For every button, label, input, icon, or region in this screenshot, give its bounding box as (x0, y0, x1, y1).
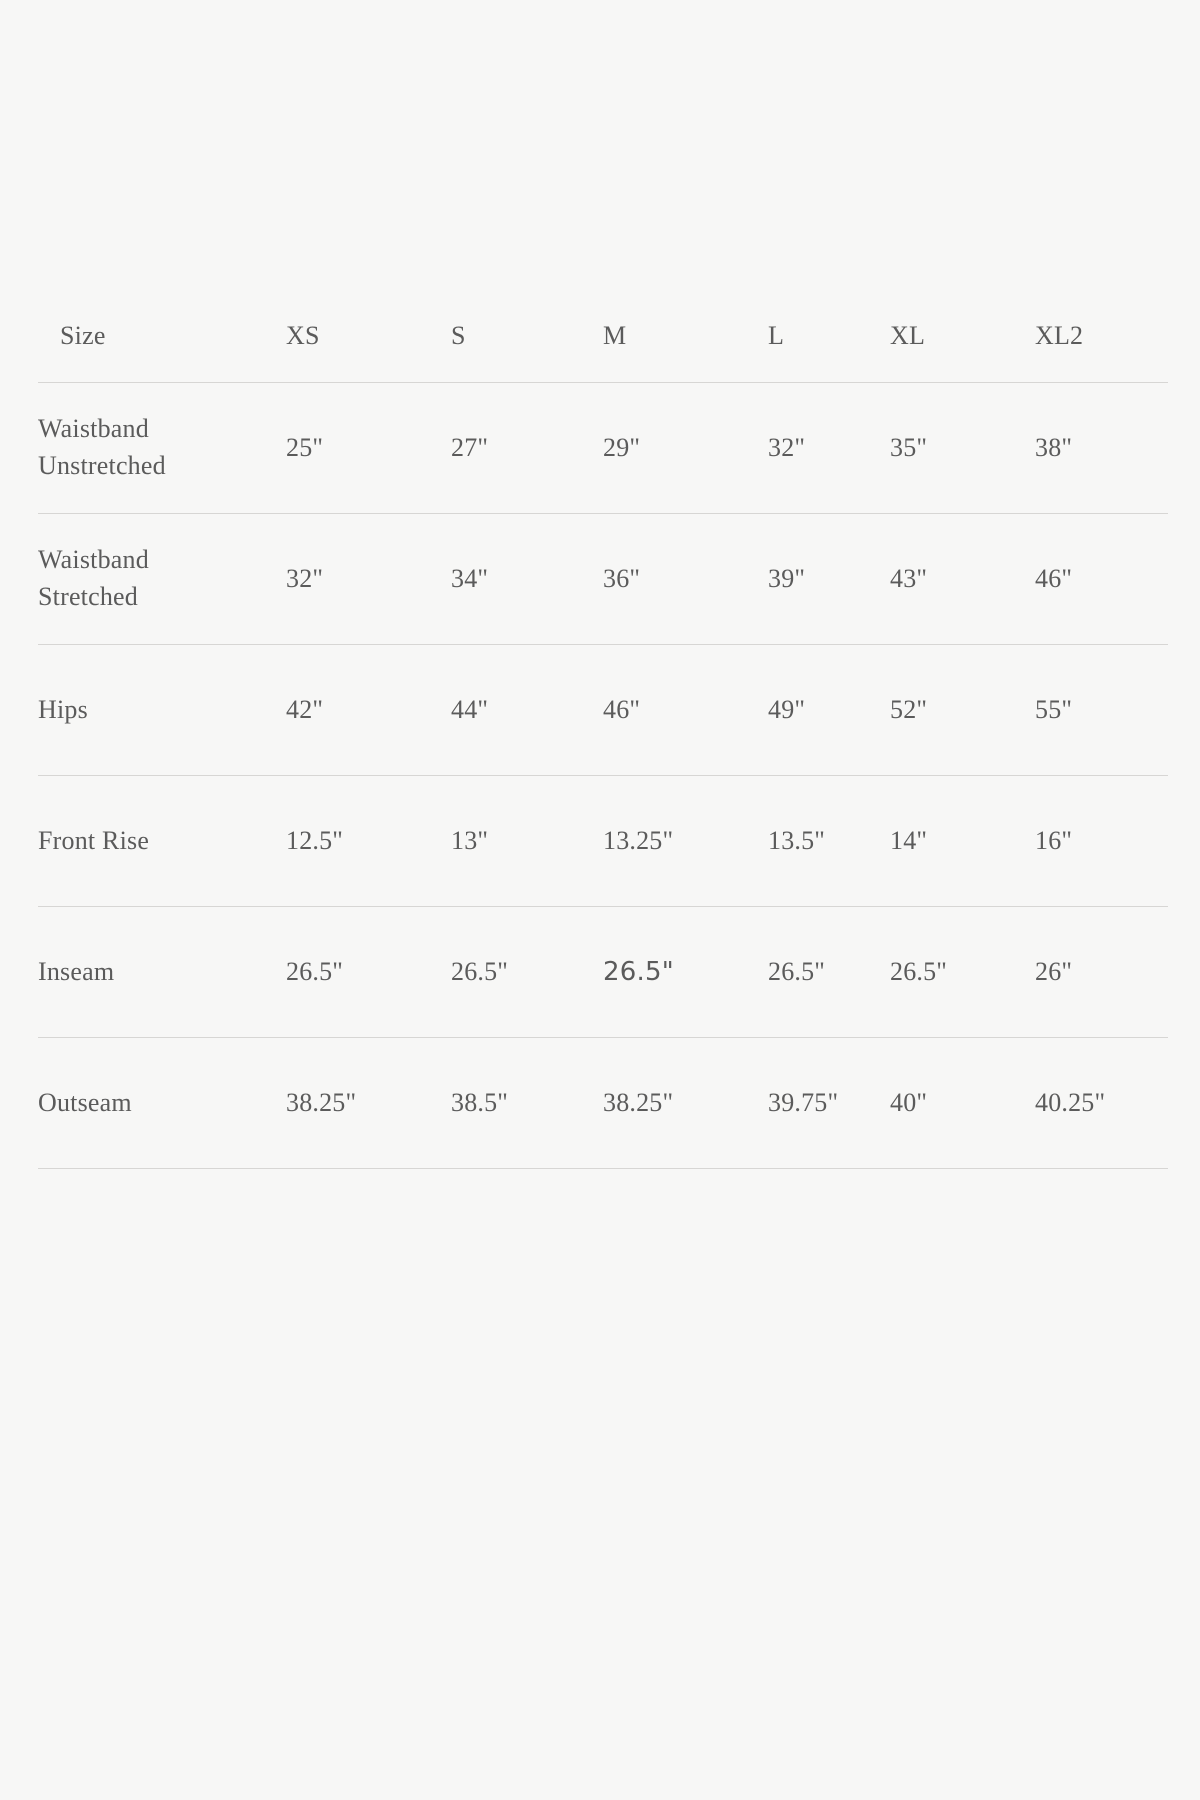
size-chart-table-wrap (38, 290, 1168, 1169)
cell-waistband-unstretched-xl: 35" (890, 383, 1035, 514)
cell-hips-xs: 42" (286, 645, 451, 776)
cell-waistband-unstretched-l: 32" (768, 383, 890, 514)
header-row (38, 290, 1168, 383)
table-row (38, 645, 1168, 776)
row-label-line-2: Unstretched (38, 451, 166, 480)
row-label-waistband-unstretched (38, 383, 286, 514)
cell-waistband-unstretched-xl2: 38" (1035, 383, 1168, 514)
column-header-xl2: XL2 (1035, 290, 1168, 383)
cell-hips-l: 49" (768, 645, 890, 776)
table-body (38, 383, 1168, 1169)
column-header-xl: XL (890, 290, 1035, 383)
cell-front-rise-xl2: 16" (1035, 776, 1168, 907)
cell-hips-s: 44" (451, 645, 603, 776)
row-label-inseam: Inseam (38, 907, 286, 1038)
cell-inseam-xl2: 26" (1035, 907, 1168, 1038)
cell-front-rise-xs: 12.5" (286, 776, 451, 907)
table-row (38, 514, 1168, 645)
row-label-hips: Hips (38, 645, 286, 776)
cell-waistband-stretched-xs: 32" (286, 514, 451, 645)
cell-front-rise-l: 13.5" (768, 776, 890, 907)
cell-waistband-unstretched-xs: 25" (286, 383, 451, 514)
cell-inseam-l: 26.5" (768, 907, 890, 1038)
cell-waistband-stretched-xl: 43" (890, 514, 1035, 645)
column-header-s: S (451, 290, 603, 383)
column-header-size: Size (38, 290, 286, 383)
row-label-outseam: Outseam (38, 1038, 286, 1169)
cell-waistband-stretched-l: 39" (768, 514, 890, 645)
cell-inseam-xl: 26.5" (890, 907, 1035, 1038)
row-label-waistband-stretched (38, 514, 286, 645)
cell-inseam-s: 26.5" (451, 907, 603, 1038)
cell-inseam-xs: 26.5" (286, 907, 451, 1038)
cell-outseam-xl: 40" (890, 1038, 1035, 1169)
cell-waistband-stretched-m: 36" (603, 514, 768, 645)
cell-front-rise-xl: 14" (890, 776, 1035, 907)
row-label-front-rise: Front Rise (38, 776, 286, 907)
cell-waistband-stretched-xl2: 46" (1035, 514, 1168, 645)
cell-outseam-m: 38.25" (603, 1038, 768, 1169)
column-header-l: L (768, 290, 890, 383)
cell-outseam-s: 38.5" (451, 1038, 603, 1169)
column-header-m: M (603, 290, 768, 383)
table-row (38, 907, 1168, 1038)
table-row (38, 1038, 1168, 1169)
cell-waistband-unstretched-s: 27" (451, 383, 603, 514)
size-chart-table (38, 290, 1168, 1169)
cell-waistband-unstretched-m: 29" (603, 383, 768, 514)
row-label-line-2: Stretched (38, 582, 138, 611)
cell-outseam-xs: 38.25" (286, 1038, 451, 1169)
cell-outseam-l: 39.75" (768, 1038, 890, 1169)
row-label-line-1: Waistband (38, 414, 149, 444)
cell-outseam-xl2: 40.25" (1035, 1038, 1168, 1169)
cell-hips-m: 46" (603, 645, 768, 776)
row-label-line-1: Waistband (38, 545, 149, 575)
table-row (38, 776, 1168, 907)
cell-hips-xl2: 55" (1035, 645, 1168, 776)
table-header (38, 290, 1168, 383)
cell-front-rise-s: 13" (451, 776, 603, 907)
cell-inseam-m: 26.5" (603, 907, 768, 1038)
cell-front-rise-m: 13.25" (603, 776, 768, 907)
table-row (38, 383, 1168, 514)
cell-hips-xl: 52" (890, 645, 1035, 776)
column-header-xs: XS (286, 290, 451, 383)
cell-waistband-stretched-s: 34" (451, 514, 603, 645)
